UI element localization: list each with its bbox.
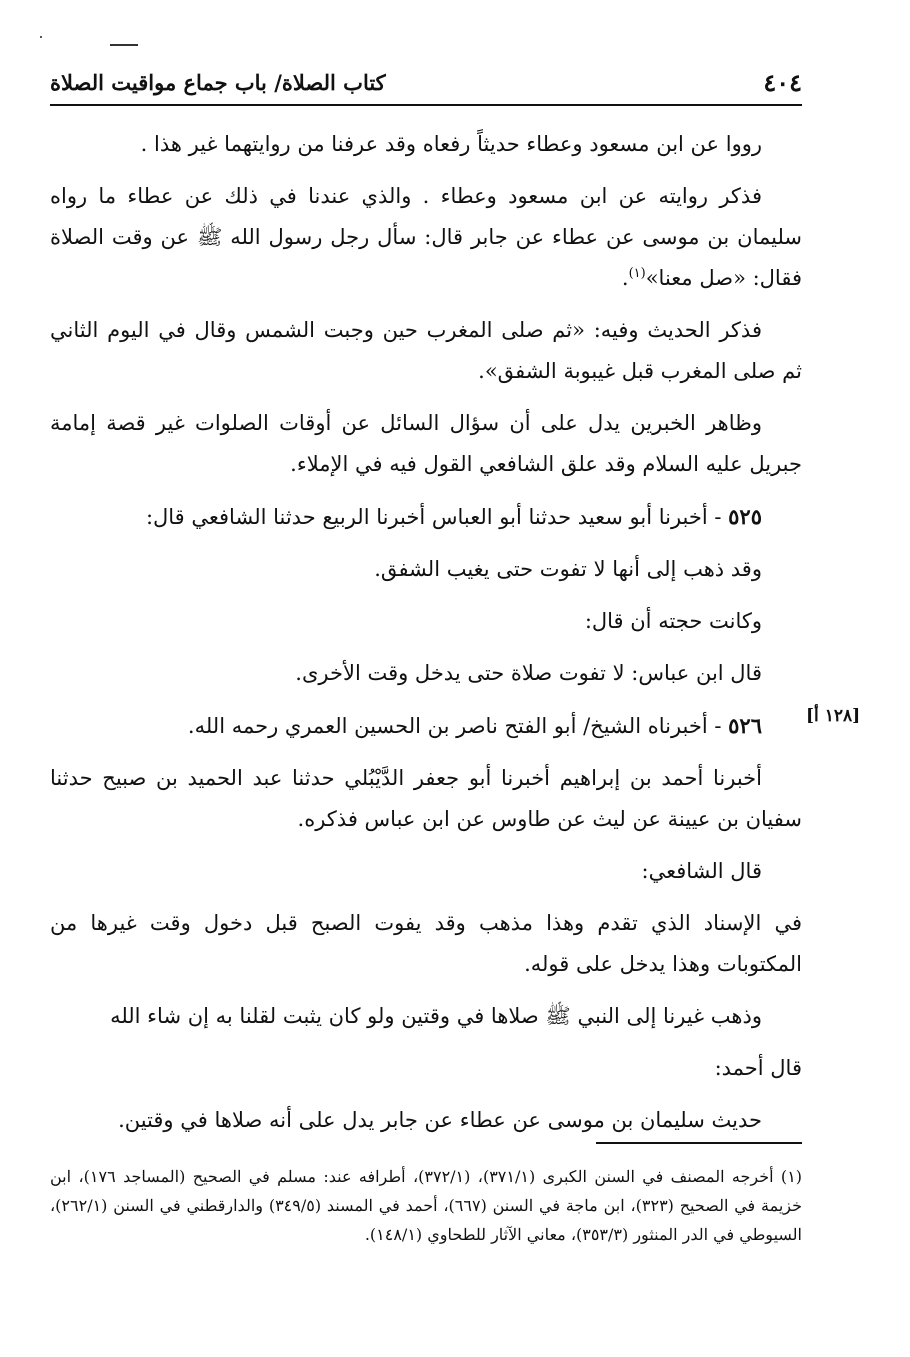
footnotes xyxy=(50,1162,802,1249)
running-title: كتاب الصلاة/ باب جماع مواقيت الصلاة xyxy=(50,69,386,95)
paragraph-3: فذكر الحديث وفيه: «ثم صلى المغرب حين وجبت الشمس وقال في اليوم الثاني ثم صلى المغرب قبل غيبوبة الشفق». xyxy=(50,318,802,383)
footnote-1: (١) أخرجه المصنف في السنن الكبرى (٣٧١/١)، (٣٧٢/١)، أطرافه عند: مسلم في الصحيح (المساجد ١٧٦)، ابن خزيمة في الصحيح (٣٢٣)، ابن ماجة في السنن (٦٦٧)، أحمد في المسند (٣٤٩/٥) والدارقطني في السنن (٢٦٢/١)، السيوطي في الدر المنثور (٣٥٣/٣)، معاني الآثار للطحاوي (١٤٨/١). xyxy=(50,1167,803,1244)
paragraph-6: وكانت حجته أن قال: xyxy=(584,609,762,633)
paragraph-7: قال ابن عباس: لا تفوت صلاة حتى يدخل وقت الأخرى. xyxy=(295,661,762,685)
paragraph-5: وقد ذهب إلى أنها لا تفوت حتى يغيب الشفق. xyxy=(374,557,762,581)
hadith-526 xyxy=(50,705,802,747)
paragraph-11: وذهب غيرنا إلى النبي ﷺ صلاها في وقتين ولو كان يثبت لقلنا به إن شاء الله xyxy=(110,1004,762,1028)
footnote-reference[interactable]: (١) xyxy=(628,266,646,281)
paragraph-2-end: . xyxy=(621,266,629,290)
hadith-text: - أخبرناه الشيخ/ أبو الفتح ناصر بن الحسين العمري رحمه الله. xyxy=(187,714,722,738)
main-text xyxy=(50,124,802,1152)
paragraph-13: حديث سليمان بن موسى عن عطاء عن جابر يدل على أنه صلاها في وقتين. xyxy=(118,1108,762,1132)
hadith-number: ٥٢٦ xyxy=(728,713,762,738)
scan-speck xyxy=(40,36,42,38)
page-header xyxy=(50,60,802,106)
paragraph-9: قال الشافعي: xyxy=(641,859,762,883)
scan-mark xyxy=(110,44,138,46)
paragraph-12: قال أحمد: xyxy=(714,1056,802,1080)
footnote-divider xyxy=(596,1142,802,1144)
paragraph-8: أخبرنا أحمد بن إبراهيم أخبرنا أبو جعفر الدَّيْبُلي حدثنا عبد الحميد بن صبيح حدثنا سفيان بن عيينة عن ليث عن طاوس عن ابن عباس فذكره. xyxy=(50,766,802,831)
paragraph-1: رووا عن ابن مسعود وعطاء حديثاً رفعاه وقد عرفنا من روايتهما غير هذا . xyxy=(140,132,762,156)
page-number: ٤٠٤ xyxy=(763,67,802,97)
paragraph-2 xyxy=(50,176,802,299)
hadith-text: - أخبرنا أبو سعيد حدثنا أبو العباس أخبرنا الربيع حدثنا الشافعي قال: xyxy=(145,505,722,529)
paragraph-4: وظاهر الخبرين يدل على أن سؤال السائل عن أوقات الصلوات غير قصة إمامة جبريل عليه السلام وقد علق الشافعي القول فيه في الإملاء. xyxy=(50,411,802,476)
paragraph-2-text: فذكر روايته عن ابن مسعود وعطاء . والذي عندنا في ذلك عن عطاء ما رواه سليمان بن موسى عن عطاء عن جابر قال: سأل رجل رسول الله ﷺ عن وقت الصلاة فقال: «صل معنا» xyxy=(50,184,802,290)
hadith-525 xyxy=(50,496,802,538)
paragraph-10: في الإسناد الذي تقدم وهذا مذهب وقد يفوت الصبح قبل دخول وقت غيرها من المكتوبات وهذا يدخل على قوله. xyxy=(50,911,802,976)
hadith-number: ٥٢٥ xyxy=(728,504,762,529)
margin-folio-note: [١٢٨ أ] xyxy=(806,706,861,726)
